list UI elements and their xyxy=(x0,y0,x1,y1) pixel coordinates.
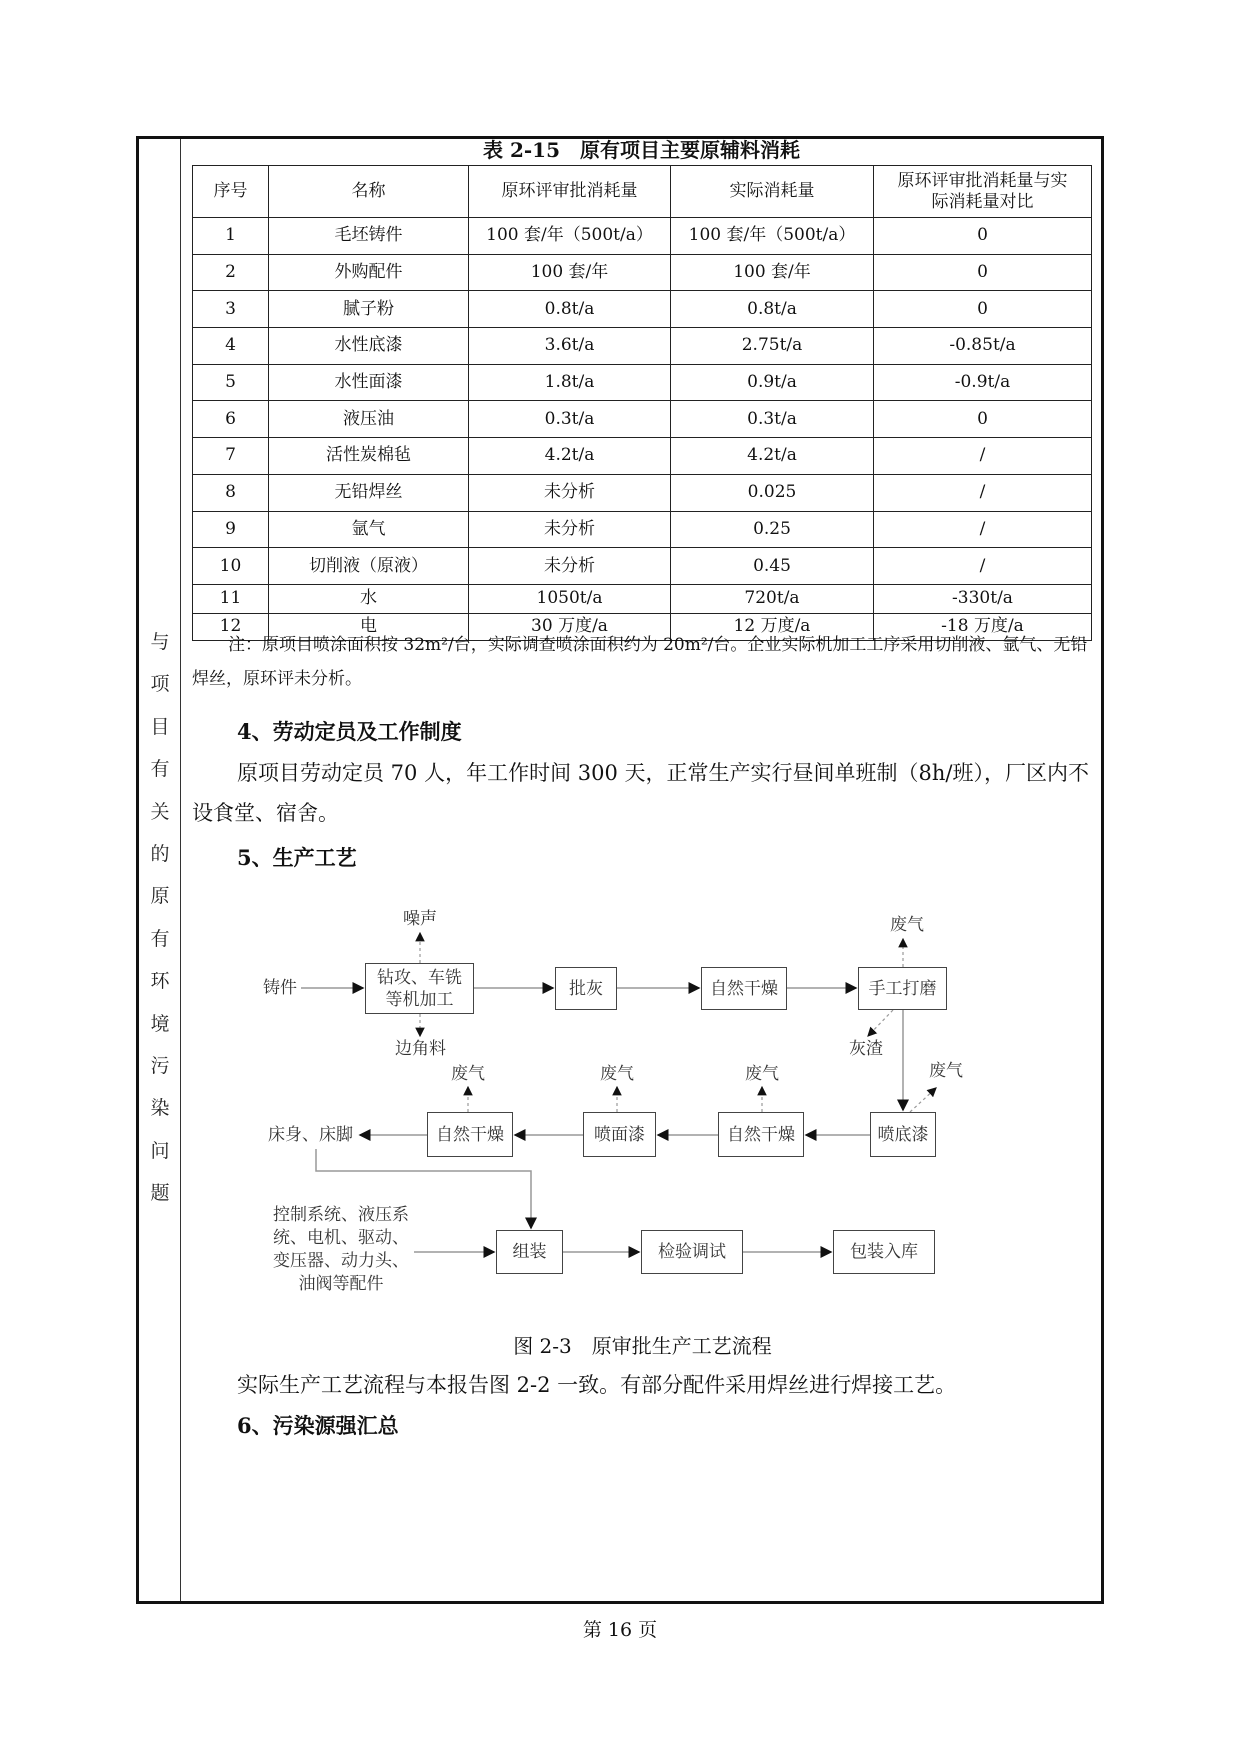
flow-step-machining: 钻攻、车铣等机加工 xyxy=(365,963,474,1014)
table-cell: / xyxy=(874,548,1092,585)
flow-step-assembly: 组装 xyxy=(496,1230,563,1274)
table-cell: 0.45 xyxy=(671,548,874,585)
table-cell: 1 xyxy=(193,218,269,255)
side-label-char: 境 xyxy=(150,1012,170,1035)
table-cell: 2 xyxy=(193,254,269,291)
side-label-char: 染 xyxy=(150,1097,170,1120)
side-label-char: 与 xyxy=(150,631,170,653)
table-row xyxy=(193,548,1092,585)
table-cell: 切削液（原液） xyxy=(269,548,469,585)
table-row xyxy=(193,401,1092,438)
emission-primer-exhaust xyxy=(910,1088,936,1112)
flow-scrap-label: 边角料 xyxy=(395,1039,446,1059)
table-cell: 无铅焊丝 xyxy=(269,474,469,511)
table-cell: 0 xyxy=(874,218,1092,255)
table-cell: 12 xyxy=(193,613,269,640)
flow-ash-label: 灰渣 xyxy=(849,1039,883,1059)
table-cell: 未分析 xyxy=(469,511,671,548)
side-label-char: 关 xyxy=(150,800,170,823)
table-title: 表 2-15 原有项目主要原辅料消耗 xyxy=(482,138,800,162)
table-cell: 100 套/年（500t/a） xyxy=(671,218,874,255)
table-cell: 7 xyxy=(193,438,269,475)
table-cell: 0.8t/a xyxy=(671,291,874,328)
table-header-cell: 名称 xyxy=(269,166,469,218)
table-row xyxy=(193,438,1092,475)
flow-dry3-exhaust-label: 废气 xyxy=(451,1064,485,1084)
flow-dry2-exhaust-label: 废气 xyxy=(745,1064,779,1084)
flow-input-casting: 铸件 xyxy=(263,978,297,998)
table-cell: -330t/a xyxy=(874,584,1092,613)
table-cell: 0.3t/a xyxy=(671,401,874,438)
section-5-heading: 5、生产工艺 xyxy=(237,845,357,870)
table-cell: -0.85t/a xyxy=(874,328,1092,365)
table-cell: 0.9t/a xyxy=(671,364,874,401)
flow-step-dry-3: 自然干燥 xyxy=(427,1112,513,1157)
side-label-char: 的 xyxy=(150,843,170,866)
table-cell: 3.6t/a xyxy=(469,328,671,365)
table-cell: 4.2t/a xyxy=(469,438,671,475)
table-cell: 毛坯铸件 xyxy=(269,218,469,255)
flow-primer-exhaust-label: 废气 xyxy=(929,1061,963,1081)
table-cell: 1.8t/a xyxy=(469,364,671,401)
table-cell: 水性底漆 xyxy=(269,328,469,365)
table-cell: 水 xyxy=(269,584,469,613)
side-label-char: 环 xyxy=(150,970,170,993)
table-cell: 6 xyxy=(193,401,269,438)
flow-topcoat-exhaust-label: 废气 xyxy=(600,1064,634,1084)
table-header-cell: 序号 xyxy=(193,166,269,218)
section-4-heading: 4、劳动定员及工作制度 xyxy=(237,719,462,744)
table-cell: 0 xyxy=(874,291,1092,328)
table-note: 注：原项目喷涂面积按 32m²/台，实际调查喷涂面积约为 20m²/台。企业实际机加工工序采用切削液、氩气、无铅焊丝，原环评未分析。 xyxy=(192,635,1088,689)
flow-noise-label: 噪声 xyxy=(403,909,437,929)
flow-output-bed: 床身、床脚 xyxy=(268,1125,353,1145)
figure-caption: 图 2-3 原审批生产工艺流程 xyxy=(513,1334,772,1358)
table-row xyxy=(193,328,1092,365)
table-cell: 30 万度/a xyxy=(469,613,671,640)
table-cell: 10 xyxy=(193,548,269,585)
table-cell: 3 xyxy=(193,291,269,328)
table-cell: -18 万度/a xyxy=(874,613,1092,640)
table-header-cell: 实际消耗量 xyxy=(671,166,874,218)
table-cell: 0 xyxy=(874,401,1092,438)
flow-step-putty: 批灰 xyxy=(555,967,617,1010)
table-cell: 腻子粉 xyxy=(269,291,469,328)
table-cell: / xyxy=(874,511,1092,548)
side-label-char: 有 xyxy=(150,927,170,950)
table-cell: 100 套/年 xyxy=(671,254,874,291)
materials-table xyxy=(192,165,1092,641)
table-row xyxy=(193,218,1092,255)
section-4-text: 原项目劳动定员 70 人，年工作时间 300 天，正常生产实行昼间单班制（8h/班），厂区内不设食堂、宿舍。 xyxy=(192,761,1089,825)
table-cell: 未分析 xyxy=(469,548,671,585)
side-label-char: 原 xyxy=(150,885,170,908)
table-cell: 电 xyxy=(269,613,469,640)
table-cell: 4 xyxy=(193,328,269,365)
table-cell: 活性炭棉毡 xyxy=(269,438,469,475)
table-header-row xyxy=(193,166,1092,218)
table-row xyxy=(193,584,1092,613)
table-cell: -0.9t/a xyxy=(874,364,1092,401)
table-cell: 8 xyxy=(193,474,269,511)
side-label-char: 污 xyxy=(150,1055,170,1078)
table-cell: 4.2t/a xyxy=(671,438,874,475)
flow-step-testing: 检验调试 xyxy=(641,1230,743,1274)
table-cell: 未分析 xyxy=(469,474,671,511)
table-cell: 11 xyxy=(193,584,269,613)
flow-step-dry-1: 自然干燥 xyxy=(701,967,787,1010)
table-cell: 液压油 xyxy=(269,401,469,438)
table-cell: 0.025 xyxy=(671,474,874,511)
table-cell: 720t/a xyxy=(671,584,874,613)
side-label-char: 项 xyxy=(150,673,170,696)
flow-input-parts: 控制系统、液压系统、电机、驱动、变压器、动力头、油阀等配件 xyxy=(273,1205,409,1294)
emission-ash xyxy=(868,1010,893,1036)
table-row xyxy=(193,291,1092,328)
table-cell: 0.25 xyxy=(671,511,874,548)
table-cell: 0.3t/a xyxy=(469,401,671,438)
table-cell: 氩气 xyxy=(269,511,469,548)
side-label-char: 目 xyxy=(150,715,170,738)
side-label-char: 有 xyxy=(150,758,170,781)
table-row xyxy=(193,364,1092,401)
table-cell: 12 万度/a xyxy=(671,613,874,640)
table-row xyxy=(193,254,1092,291)
after-figure-text: 实际生产工艺流程与本报告图 2-2 一致。有部分配件采用焊丝进行焊接工艺。 xyxy=(237,1373,957,1397)
side-label-char: 问 xyxy=(150,1139,170,1162)
table-cell: 水性面漆 xyxy=(269,364,469,401)
flow-step-grinding: 手工打磨 xyxy=(858,967,947,1010)
table-cell: 9 xyxy=(193,511,269,548)
table-header-cell: 原环评审批消耗量与实际消耗量对比 xyxy=(874,166,1092,218)
table-cell: / xyxy=(874,438,1092,475)
side-label-char: 题 xyxy=(150,1182,170,1205)
table-row xyxy=(193,474,1092,511)
page-number: 第 16 页 xyxy=(582,1619,658,1641)
table-cell: 0 xyxy=(874,254,1092,291)
flow-step-topcoat: 喷面漆 xyxy=(583,1112,656,1157)
table-cell: 100 套/年 xyxy=(469,254,671,291)
table-cell: 0.8t/a xyxy=(469,291,671,328)
flow-step-primer: 喷底漆 xyxy=(870,1112,936,1157)
flow-grinding-exhaust-label: 废气 xyxy=(890,915,924,935)
table-cell: 外购配件 xyxy=(269,254,469,291)
table-cell: 100 套/年（500t/a） xyxy=(469,218,671,255)
section-6-heading: 6、污染源强汇总 xyxy=(237,1413,399,1438)
table-cell: 1050t/a xyxy=(469,584,671,613)
flow-step-packing: 包装入库 xyxy=(833,1230,935,1274)
table-cell: 2.75t/a xyxy=(671,328,874,365)
table-cell: 5 xyxy=(193,364,269,401)
table-row xyxy=(193,511,1092,548)
table-header-cell: 原环评审批消耗量 xyxy=(469,166,671,218)
flow-step-dry-2: 自然干燥 xyxy=(718,1112,804,1157)
table-cell: / xyxy=(874,474,1092,511)
